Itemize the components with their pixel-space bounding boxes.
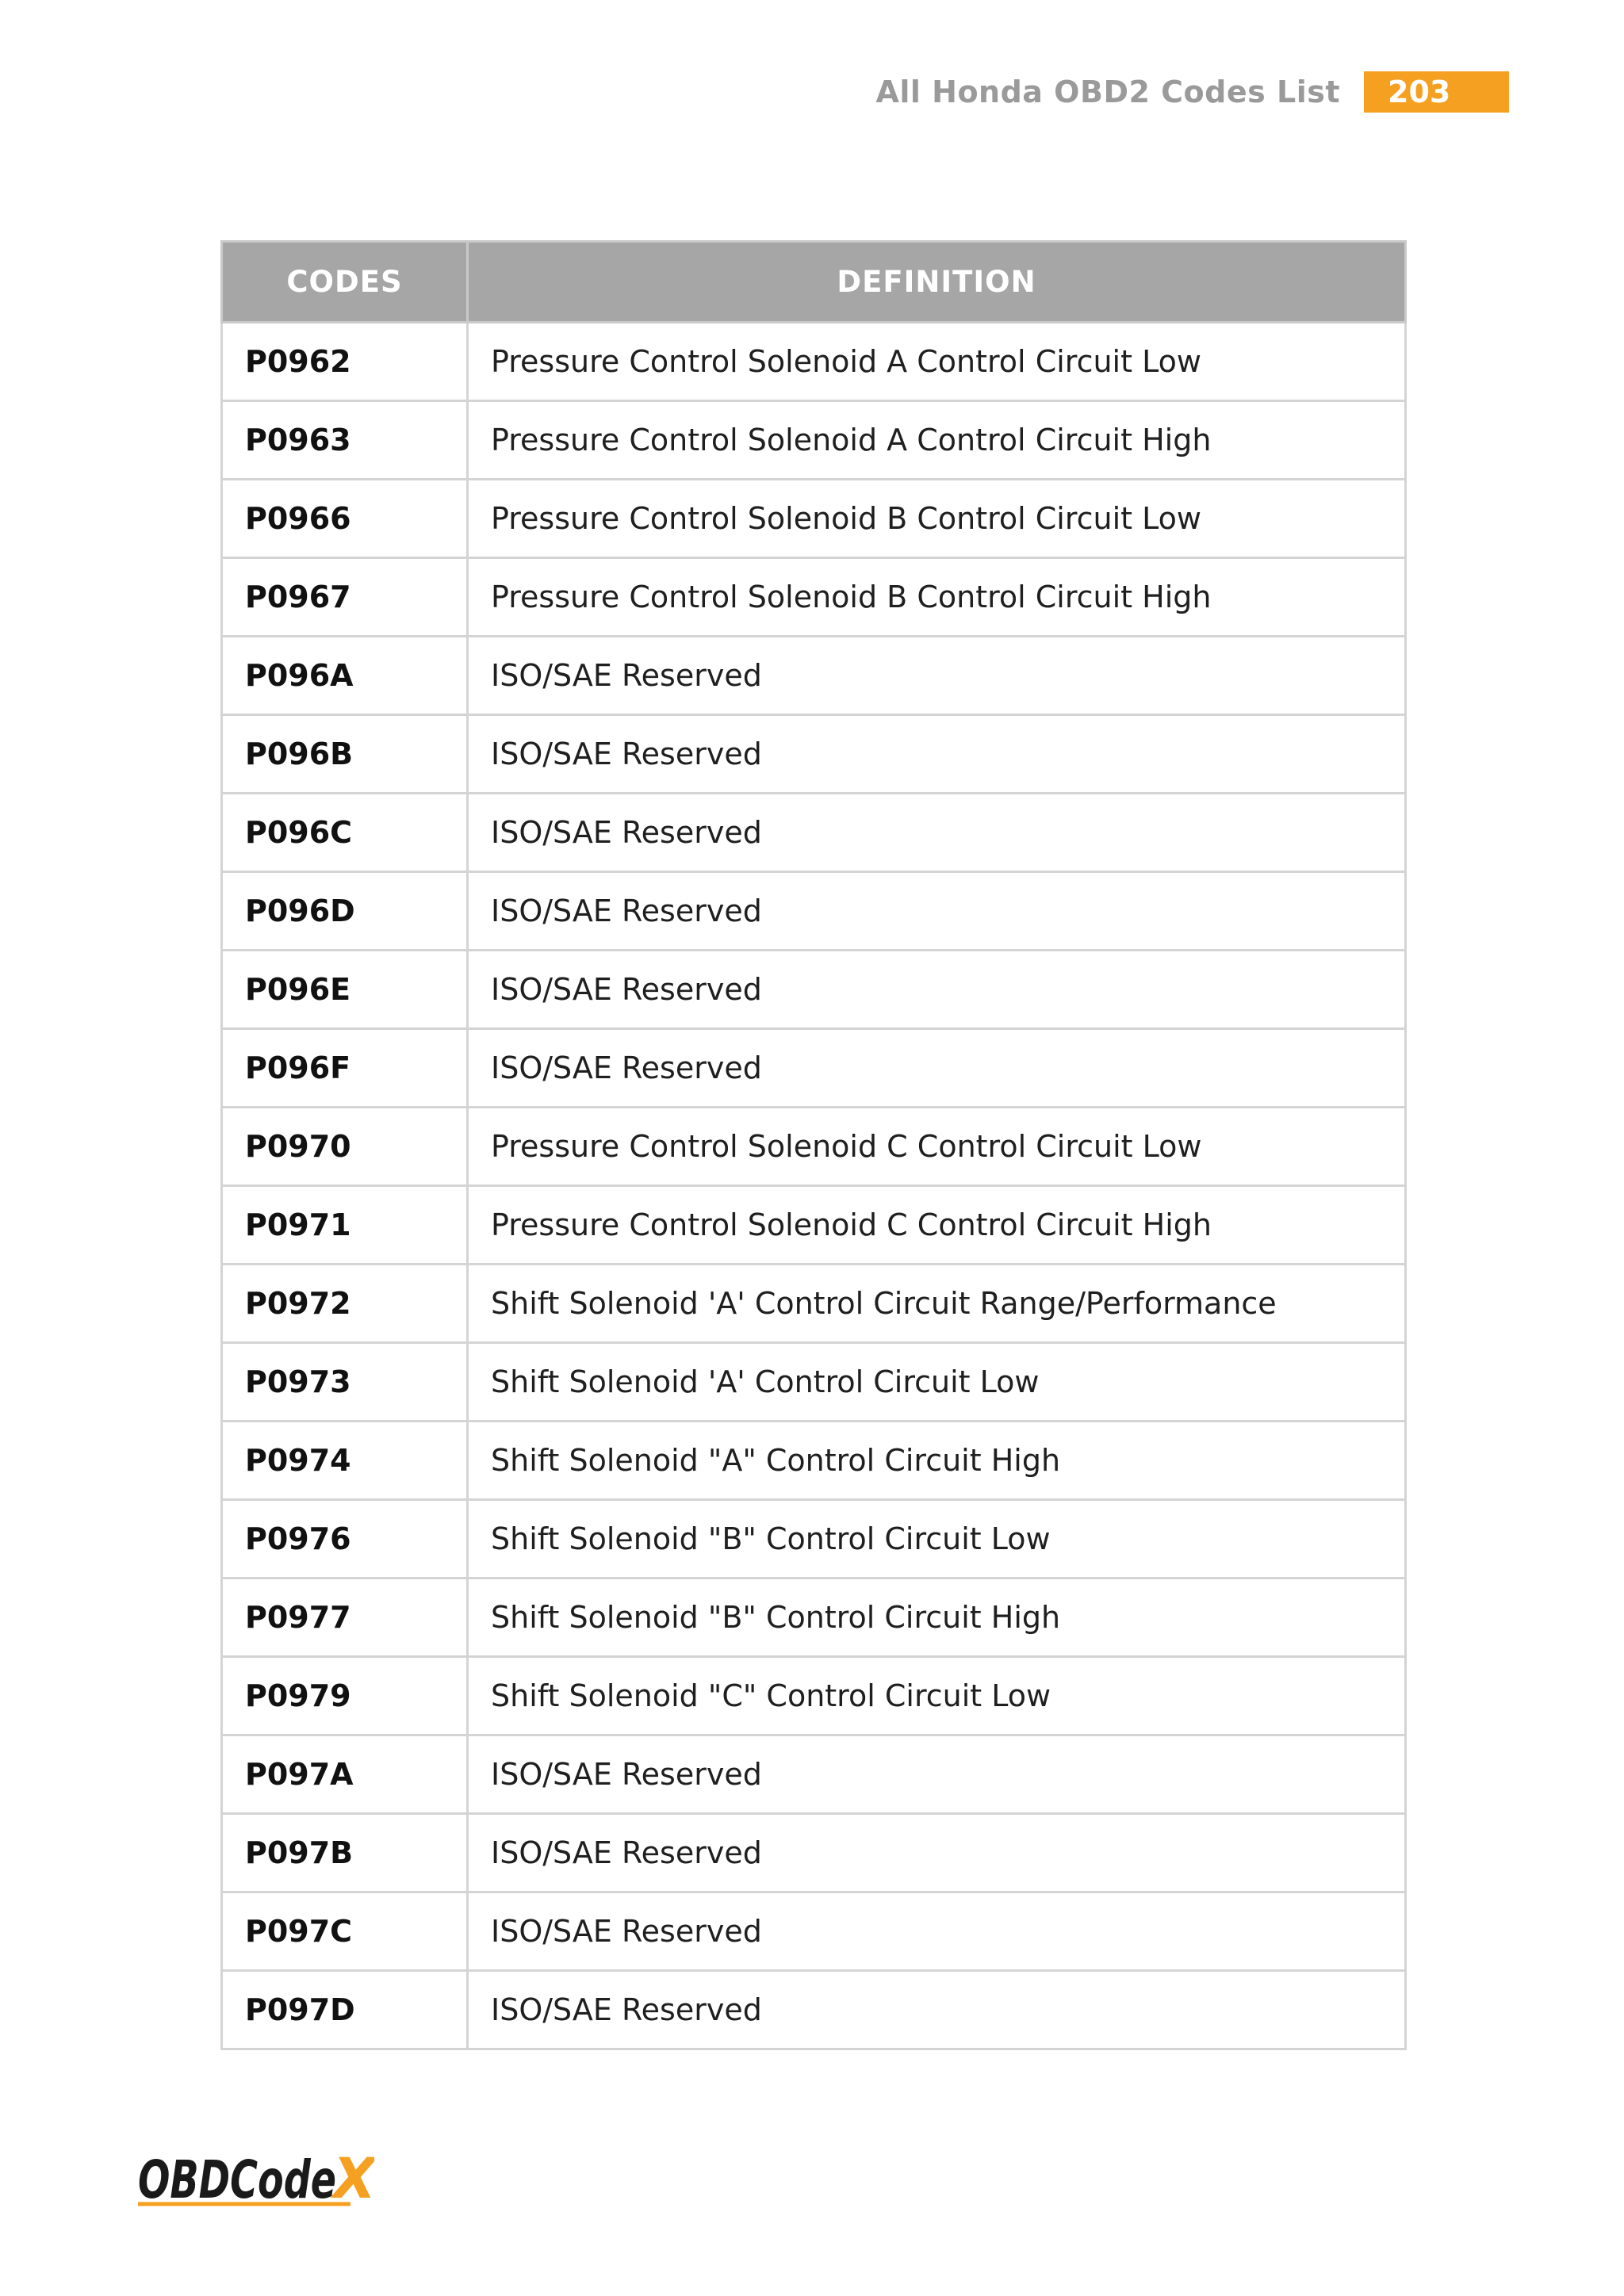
- definition-cell: ISO/SAE Reserved: [468, 1892, 1406, 1971]
- table-row: [222, 1578, 1406, 1657]
- definition-cell: Pressure Control Solenoid B Control Circuit Low: [468, 480, 1406, 558]
- code-cell: P097C: [222, 1892, 468, 1971]
- obdcodex-logo-icon: [136, 2147, 374, 2210]
- table-row: [222, 1029, 1406, 1108]
- page-number-badge: 203: [1364, 71, 1509, 113]
- svg-text:OBDCode: OBDCode: [138, 2149, 336, 2210]
- table-row: [222, 637, 1406, 715]
- code-cell: P0967: [222, 558, 468, 637]
- code-cell: P0977: [222, 1578, 468, 1657]
- table-row: [222, 794, 1406, 872]
- table-row: [222, 1892, 1406, 1971]
- definition-cell: Pressure Control Solenoid B Control Circuit High: [468, 558, 1406, 637]
- definition-cell: Shift Solenoid "B" Control Circuit High: [468, 1578, 1406, 1657]
- table-row: [222, 1186, 1406, 1265]
- table-row: [222, 1971, 1406, 2049]
- definition-cell: ISO/SAE Reserved: [468, 872, 1406, 951]
- code-cell: P0974: [222, 1422, 468, 1500]
- definition-cell: Pressure Control Solenoid C Control Circuit High: [468, 1186, 1406, 1265]
- code-cell: P0973: [222, 1343, 468, 1422]
- definition-cell: ISO/SAE Reserved: [468, 1971, 1406, 2049]
- code-cell: P0972: [222, 1265, 468, 1343]
- table-row: [222, 323, 1406, 401]
- code-cell: P0971: [222, 1186, 468, 1265]
- definition-cell: Pressure Control Solenoid A Control Circuit High: [468, 401, 1406, 480]
- definition-cell: Shift Solenoid 'A' Control Circuit Range/Performance: [468, 1265, 1406, 1343]
- table-row: [222, 872, 1406, 951]
- definition-cell: ISO/SAE Reserved: [468, 1029, 1406, 1108]
- document-title: All Honda OBD2 Codes List: [875, 75, 1340, 109]
- definition-cell: Pressure Control Solenoid C Control Circuit Low: [468, 1108, 1406, 1186]
- table-row: [222, 1814, 1406, 1892]
- definition-cell: ISO/SAE Reserved: [468, 715, 1406, 794]
- code-cell: P097A: [222, 1735, 468, 1814]
- column-header-codes: CODES: [222, 242, 468, 323]
- definition-cell: ISO/SAE Reserved: [468, 1735, 1406, 1814]
- code-cell: P0979: [222, 1657, 468, 1735]
- table-row: [222, 558, 1406, 637]
- table-row: [222, 951, 1406, 1029]
- definition-cell: ISO/SAE Reserved: [468, 794, 1406, 872]
- code-cell: P096B: [222, 715, 468, 794]
- code-cell: P096F: [222, 1029, 468, 1108]
- table-row: [222, 401, 1406, 480]
- codes-table: [220, 240, 1407, 2050]
- code-cell: P096D: [222, 872, 468, 951]
- code-cell: P096E: [222, 951, 468, 1029]
- table-row: [222, 1735, 1406, 1814]
- definition-cell: Shift Solenoid "B" Control Circuit Low: [468, 1500, 1406, 1578]
- table-row: [222, 1108, 1406, 1186]
- definition-cell: Shift Solenoid 'A' Control Circuit Low: [468, 1343, 1406, 1422]
- code-cell: P097B: [222, 1814, 468, 1892]
- code-cell: P096A: [222, 637, 468, 715]
- code-cell: P096C: [222, 794, 468, 872]
- table-header-row: [222, 242, 1406, 323]
- definition-cell: ISO/SAE Reserved: [468, 951, 1406, 1029]
- code-cell: P0966: [222, 480, 468, 558]
- definition-cell: Shift Solenoid "C" Control Circuit Low: [468, 1657, 1406, 1735]
- svg-text:X: X: [333, 2147, 374, 2210]
- column-header-definition: DEFINITION: [468, 242, 1406, 323]
- definition-cell: ISO/SAE Reserved: [468, 1814, 1406, 1892]
- table-row: [222, 715, 1406, 794]
- table-row: [222, 1657, 1406, 1735]
- page-header: [856, 71, 1509, 113]
- table-row: [222, 1500, 1406, 1578]
- code-cell: P0962: [222, 323, 468, 401]
- definition-cell: Shift Solenoid "A" Control Circuit High: [468, 1422, 1406, 1500]
- code-cell: P0976: [222, 1500, 468, 1578]
- code-cell: P0970: [222, 1108, 468, 1186]
- table-row: [222, 1422, 1406, 1500]
- definition-cell: ISO/SAE Reserved: [468, 637, 1406, 715]
- table-row: [222, 480, 1406, 558]
- code-cell: P097D: [222, 1971, 468, 2049]
- table-row: [222, 1265, 1406, 1343]
- code-cell: P0963: [222, 401, 468, 480]
- table-row: [222, 1343, 1406, 1422]
- obdcodex-logo: [136, 2147, 374, 2210]
- definition-cell: Pressure Control Solenoid A Control Circuit Low: [468, 323, 1406, 401]
